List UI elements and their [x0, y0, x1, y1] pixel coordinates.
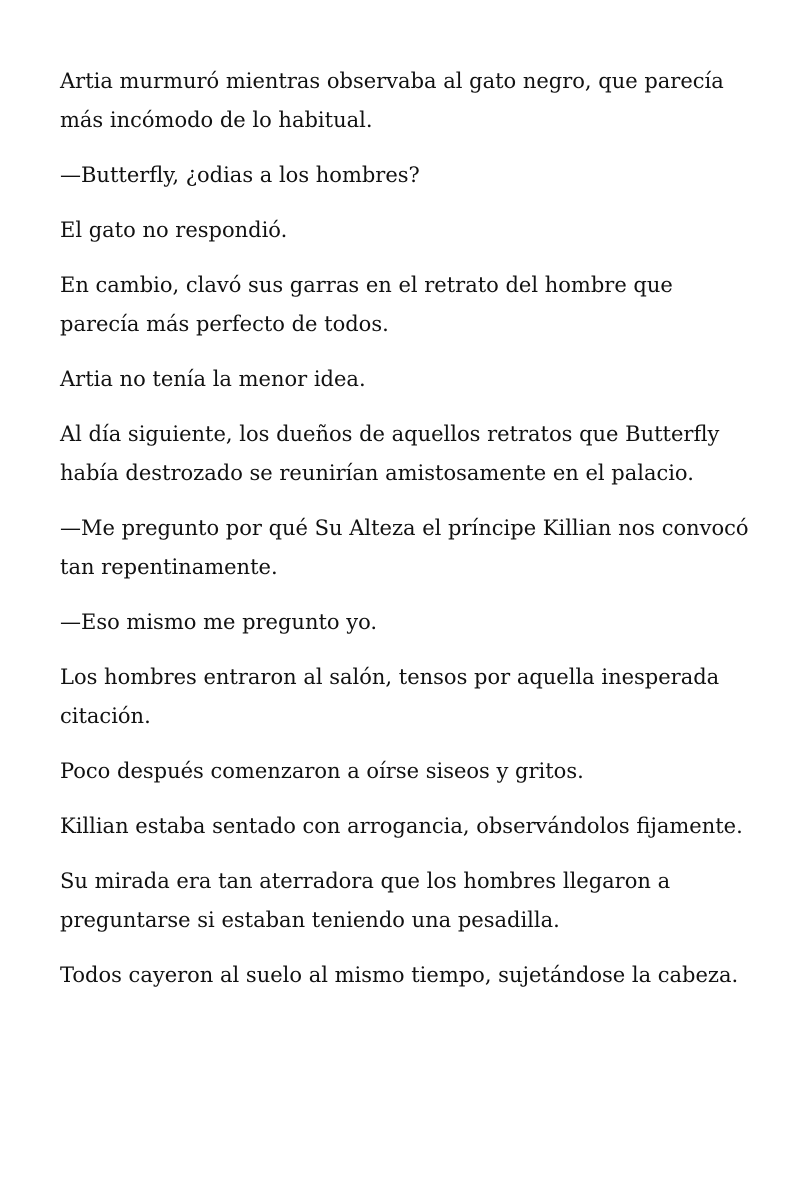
paragraph: Artia murmuró mientras observaba al gato negro, que parecía más incómodo de lo habitual. — [60, 69, 724, 132]
paragraph: Artia no tenía la menor idea. — [60, 367, 366, 391]
paragraph: —Me pregunto por qué Su Alteza el príncipe Killian nos convocó tan repentinamente. — [60, 516, 749, 579]
paragraph: Poco después comenzaron a oírse siseos y gritos. — [60, 759, 584, 783]
paragraph: Los hombres entraron al salón, tensos por aquella inesperada citación. — [60, 665, 720, 728]
paragraph: El gato no respondió. — [60, 218, 288, 242]
document-page — [60, 62, 750, 1011]
paragraph: —Eso mismo me pregunto yo. — [60, 610, 378, 634]
paragraph: Killian estaba sentado con arrogancia, observándolos fijamente. — [60, 814, 743, 838]
paragraph: Su mirada era tan aterradora que los hombres llegaron a preguntarse si estaban teniendo una pesadilla. — [60, 869, 671, 932]
paragraph: Todos cayeron al suelo al mismo tiempo, sujetándose la cabeza. — [60, 963, 739, 987]
paragraph: En cambio, clavó sus garras en el retrato del hombre que parecía más perfecto de todos. — [60, 273, 673, 336]
paragraph: Al día siguiente, los dueños de aquellos retratos que Butterfly había destrozado se reunirían amistosamente en el palacio. — [60, 422, 720, 485]
paragraph: —Butterfly, ¿odias a los hombres? — [60, 163, 420, 187]
